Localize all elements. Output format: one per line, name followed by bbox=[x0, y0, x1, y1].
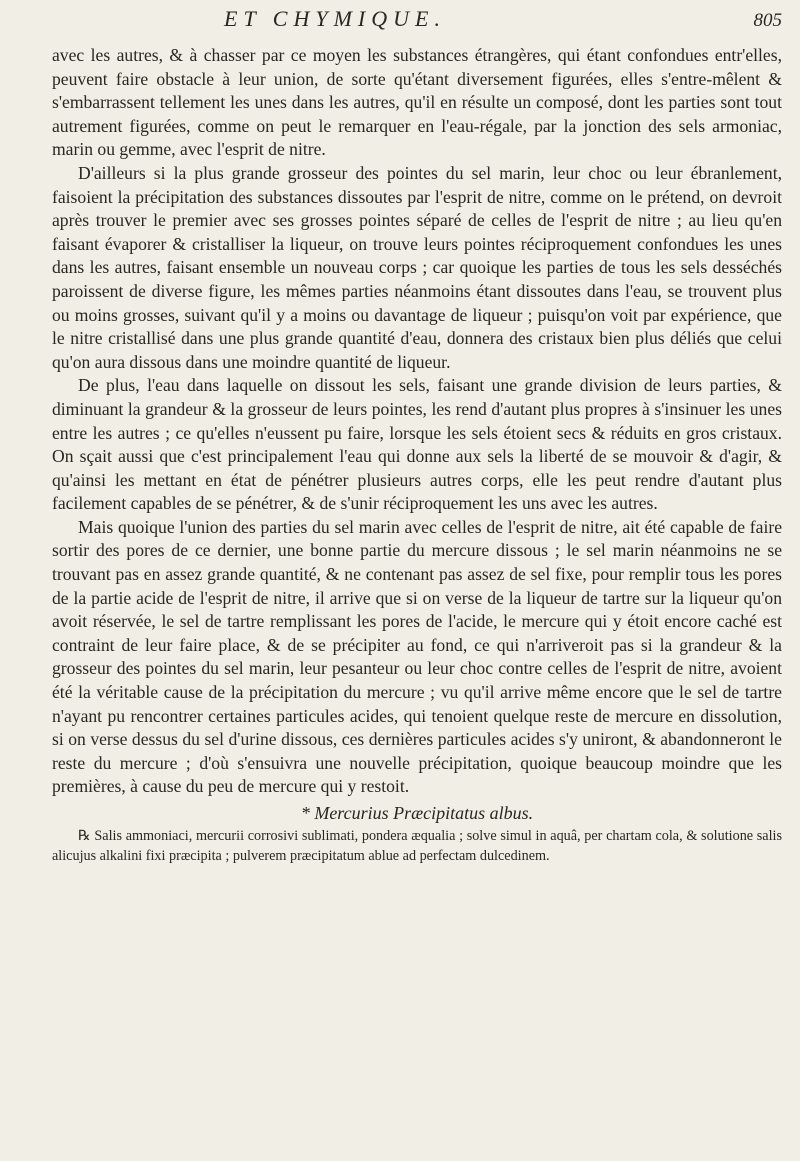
paragraph: Mais quoique l'union des parties du sel marin avec celles de l'esprit de nitre, ait été capable de faire sortir des pores de ce dernier, une bonne partie du mercure dissous ; le sel marin néanmoins ne se trouvant pas en assez grande quantité, & ne contenant pas assez de sel fixe, pour remplir tous les pores de la partie acide de l'esprit de nitre, il arrive que si on verse de la liqueur de tartre sur la liqueur qu'on avoit réservée, le sel de tartre remplissant les pores de l'acide, le mercure qui y étoit encore caché est contraint de leur faire place, & de se précipiter au fond, ce qui n'arriveroit pas si la grandeur & la grosseur des pointes du sel marin, leur pesanteur ou leur choc contre celles de l'esprit de nitre, avoient été la véritable cause de la précipitation du mercure ; vu qu'il arrive même encore que le sel de tartre n'ayant pu rencontrer certaines particules acides, qui tenoient quelque reste de mercure en dissolution, si on verse dessus du sel d'urine dissous, ces dernières particules acides s'y uniront, & abandonneront le reste du mercure ; d'où s'ensuivra une nouvelle précipitation, quoique beaucoup moindre que les premières, à cause du peu de mercure qui y restoit. bbox=[52, 516, 782, 797]
paragraph-continuation: avec les autres, & à chasser par ce moyen les substances étrangères, qui étant confondues entr'elles, peuvent faire obstacle à leur union, de sorte qu'étant diversement figurées, elles s'entre-mêlent & s'embarrassent tellement les unes dans les autres, qu'il en résulte un composé, dont les parties sont tout autrement figurées, comme on peut le remarquer en l'eau-régale, par la jonction des sels armoniac, marin ou gemme, avec l'esprit de nitre. bbox=[52, 45, 782, 160]
paragraph: De plus, l'eau dans laquelle on dissout les sels, faisant une grande division de leurs parties, & diminuant la grandeur & la grosseur de leurs pointes, les rend d'autant plus propres à s'insinuer les unes entre les autres ; ce qu'elles n'eussent pu faire, lorsque les sels étoient secs & réduits en gros cristaux. On sçait aussi que c'est principalement l'eau qui donne aux sels la liberté de se mouvoir & d'agir, & qu'ainsi les mettant en état de pénétrer plusieurs autres corps, elle les peut rendre d'autant plus facilement capables de se pénétrer, & de s'unir réciproquement les uns avec les autres. bbox=[52, 375, 782, 514]
recipe-text: ℞ Salis ammoniaci, mercurii corrosivi sublimati, pondera æqualia ; solve simul in aquâ, per chartam cola, & solutione salis alicujus alkalini fixi præcipita ; pulverem præcipitatum ablue ad perfectam dulcedinem. bbox=[52, 828, 782, 864]
page-header bbox=[52, 0, 782, 44]
paragraph: D'ailleurs si la plus grande grosseur des pointes du sel marin, leur choc ou leur ébranlement, faisoient la précipitation des substances dissoutes par l'esprit de nitre, comme on le prétend, on devroit après trouver le premier avec ses grosses pointes séparé de celles de l'esprit de nitre ; au lieu qu'en faisant évaporer & cristalliser la liqueur, on trouve leurs pointes réciproquement confondues les unes dans les autres, faisant ensemble un nouveau corps ; car quoique les parties de tous les sels desséchés paroissent de diverse figure, les mêmes parties néanmoins étant dissoutes dans l'eau, se trouvent plus ou moins grosses, suivant qu'il y a moins ou davantage de liqueur ; puisqu'on voit par expérience, que le nitre cristallisé dans une plus grande quantité d'eau, donnera des cristaux bien plus déliés que celui qu'on aura dissous dans une moindre quantité de liqueur. bbox=[52, 162, 782, 372]
main-text bbox=[52, 44, 782, 799]
formula-title: * Mercurius Præcipitatus albus. bbox=[300, 803, 534, 823]
running-head: ET CHYMIQUE. bbox=[224, 6, 446, 31]
recipe-block bbox=[52, 826, 782, 866]
page-number: 805 bbox=[753, 10, 782, 31]
